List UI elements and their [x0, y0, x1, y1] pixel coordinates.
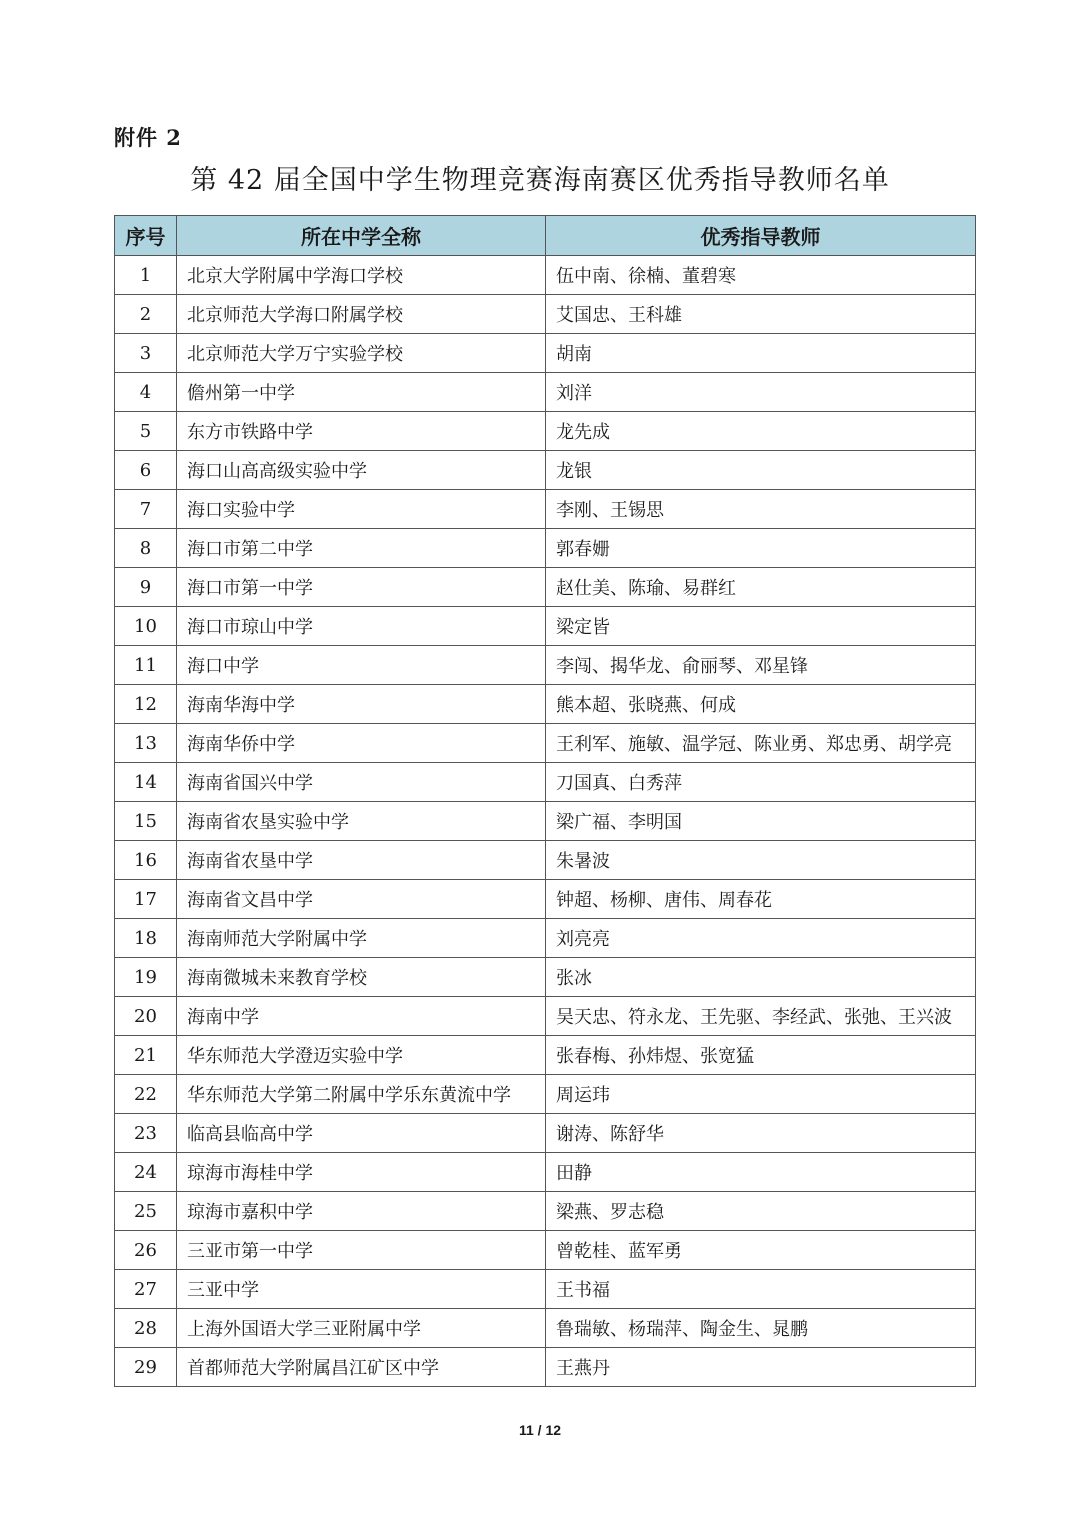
seq-cell: 27 [115, 1270, 177, 1309]
teachers-cell: 伍中南、徐楠、董碧寒 [546, 256, 976, 295]
school-cell: 北京师范大学万宁实验学校 [177, 334, 546, 373]
table-row [115, 373, 976, 412]
seq-cell: 15 [115, 802, 177, 841]
teachers-cell: 刘洋 [546, 373, 976, 412]
school-cell: 海口山高高级实验中学 [177, 451, 546, 490]
school-cell: 北京师范大学海口附属学校 [177, 295, 546, 334]
school-cell: 三亚中学 [177, 1270, 546, 1309]
seq-cell: 10 [115, 607, 177, 646]
table-row [115, 1114, 976, 1153]
school-cell: 琼海市海桂中学 [177, 1153, 546, 1192]
school-cell: 海南省国兴中学 [177, 763, 546, 802]
seq-cell: 5 [115, 412, 177, 451]
teachers-cell: 鲁瑞敏、杨瑞萍、陶金生、晁鹏 [546, 1309, 976, 1348]
table-row [115, 841, 976, 880]
school-cell: 海口市第二中学 [177, 529, 546, 568]
teachers-cell: 张冰 [546, 958, 976, 997]
table-row [115, 334, 976, 373]
table-row [115, 1153, 976, 1192]
teachers-cell: 梁定皆 [546, 607, 976, 646]
table-row [115, 1309, 976, 1348]
table-row [115, 412, 976, 451]
table-row [115, 568, 976, 607]
teachers-cell: 李闯、揭华龙、俞丽琴、邓星锋 [546, 646, 976, 685]
seq-cell: 29 [115, 1348, 177, 1387]
table-row [115, 607, 976, 646]
seq-cell: 24 [115, 1153, 177, 1192]
school-cell: 华东师范大学第二附属中学乐东黄流中学 [177, 1075, 546, 1114]
teachers-cell: 周运玮 [546, 1075, 976, 1114]
teachers-cell: 曾乾桂、蓝军勇 [546, 1231, 976, 1270]
table-header-row [115, 216, 976, 256]
seq-cell: 14 [115, 763, 177, 802]
table-row [115, 763, 976, 802]
seq-cell: 12 [115, 685, 177, 724]
teachers-cell: 龙先成 [546, 412, 976, 451]
seq-cell: 13 [115, 724, 177, 763]
school-cell: 海南华海中学 [177, 685, 546, 724]
teachers-cell: 胡南 [546, 334, 976, 373]
teachers-cell: 郭春姗 [546, 529, 976, 568]
school-cell: 海南中学 [177, 997, 546, 1036]
school-cell: 海南师范大学附属中学 [177, 919, 546, 958]
seq-cell: 7 [115, 490, 177, 529]
seq-cell: 8 [115, 529, 177, 568]
seq-cell: 6 [115, 451, 177, 490]
seq-cell: 2 [115, 295, 177, 334]
seq-cell: 26 [115, 1231, 177, 1270]
table-row [115, 1036, 976, 1075]
seq-cell: 21 [115, 1036, 177, 1075]
school-cell: 海南微城未来教育学校 [177, 958, 546, 997]
header-teachers: 优秀指导教师 [546, 216, 976, 256]
school-cell: 琼海市嘉积中学 [177, 1192, 546, 1231]
teachers-cell: 吴天忠、符永龙、王先驱、李经武、张弛、王兴波 [546, 997, 976, 1036]
school-cell: 海口市第一中学 [177, 568, 546, 607]
table-row [115, 295, 976, 334]
teachers-cell: 李刚、王锡思 [546, 490, 976, 529]
table-row [115, 958, 976, 997]
school-cell: 北京大学附属中学海口学校 [177, 256, 546, 295]
school-cell: 临高县临高中学 [177, 1114, 546, 1153]
school-cell: 华东师范大学澄迈实验中学 [177, 1036, 546, 1075]
seq-cell: 3 [115, 334, 177, 373]
school-cell: 海口中学 [177, 646, 546, 685]
teachers-cell: 张春梅、孙炜煜、张宽猛 [546, 1036, 976, 1075]
page-number: 11 / 12 [518, 1422, 562, 1438]
table-row [115, 529, 976, 568]
seq-cell: 9 [115, 568, 177, 607]
table-row [115, 451, 976, 490]
teachers-cell: 梁燕、罗志稳 [546, 1192, 976, 1231]
teachers-cell: 王利军、施敏、温学冠、陈业勇、郑忠勇、胡学亮 [546, 724, 976, 763]
seq-cell: 28 [115, 1309, 177, 1348]
school-cell: 儋州第一中学 [177, 373, 546, 412]
teachers-cell: 谢涛、陈舒华 [546, 1114, 976, 1153]
table-row [115, 802, 976, 841]
seq-cell: 22 [115, 1075, 177, 1114]
table-row [115, 1192, 976, 1231]
seq-cell: 17 [115, 880, 177, 919]
table-row [115, 685, 976, 724]
school-cell: 海南华侨中学 [177, 724, 546, 763]
table-row [115, 1348, 976, 1387]
seq-cell: 1 [115, 256, 177, 295]
teachers-cell: 龙银 [546, 451, 976, 490]
teachers-cell: 钟超、杨柳、唐伟、周春花 [546, 880, 976, 919]
header-school: 所在中学全称 [177, 216, 546, 256]
seq-cell: 18 [115, 919, 177, 958]
table-row [115, 646, 976, 685]
school-cell: 东方市铁路中学 [177, 412, 546, 451]
table-row [115, 256, 976, 295]
teachers-cell: 刘亮亮 [546, 919, 976, 958]
teachers-cell: 田静 [546, 1153, 976, 1192]
seq-cell: 16 [115, 841, 177, 880]
table-row [115, 880, 976, 919]
school-cell: 上海外国语大学三亚附属中学 [177, 1309, 546, 1348]
seq-cell: 25 [115, 1192, 177, 1231]
teachers-cell: 赵仕美、陈瑜、易群红 [546, 568, 976, 607]
teachers-cell: 艾国忠、王科雄 [546, 295, 976, 334]
table-row [115, 997, 976, 1036]
table-row [115, 1231, 976, 1270]
document-title: 第 42 届全国中学生物理竞赛海南赛区优秀指导教师名单 [190, 165, 890, 196]
table-row [115, 490, 976, 529]
seq-cell: 11 [115, 646, 177, 685]
school-cell: 海口市琼山中学 [177, 607, 546, 646]
school-cell: 首都师范大学附属昌江矿区中学 [177, 1348, 546, 1387]
teachers-cell: 朱暑波 [546, 841, 976, 880]
teacher-table [114, 215, 976, 1387]
table-row [115, 1075, 976, 1114]
table-row [115, 919, 976, 958]
seq-cell: 19 [115, 958, 177, 997]
header-seq: 序号 [115, 216, 177, 256]
table-row [115, 1270, 976, 1309]
table-row [115, 724, 976, 763]
school-cell: 海南省农垦中学 [177, 841, 546, 880]
seq-cell: 4 [115, 373, 177, 412]
teachers-cell: 刀国真、白秀萍 [546, 763, 976, 802]
attachment-label: 附件 2 [114, 125, 182, 150]
school-cell: 海南省农垦实验中学 [177, 802, 546, 841]
teachers-cell: 王燕丹 [546, 1348, 976, 1387]
school-cell: 海口实验中学 [177, 490, 546, 529]
table-body [115, 256, 976, 1387]
teachers-cell: 熊本超、张晓燕、何成 [546, 685, 976, 724]
seq-cell: 23 [115, 1114, 177, 1153]
teachers-cell: 梁广福、李明国 [546, 802, 976, 841]
seq-cell: 20 [115, 997, 177, 1036]
school-cell: 海南省文昌中学 [177, 880, 546, 919]
school-cell: 三亚市第一中学 [177, 1231, 546, 1270]
teachers-cell: 王书福 [546, 1270, 976, 1309]
